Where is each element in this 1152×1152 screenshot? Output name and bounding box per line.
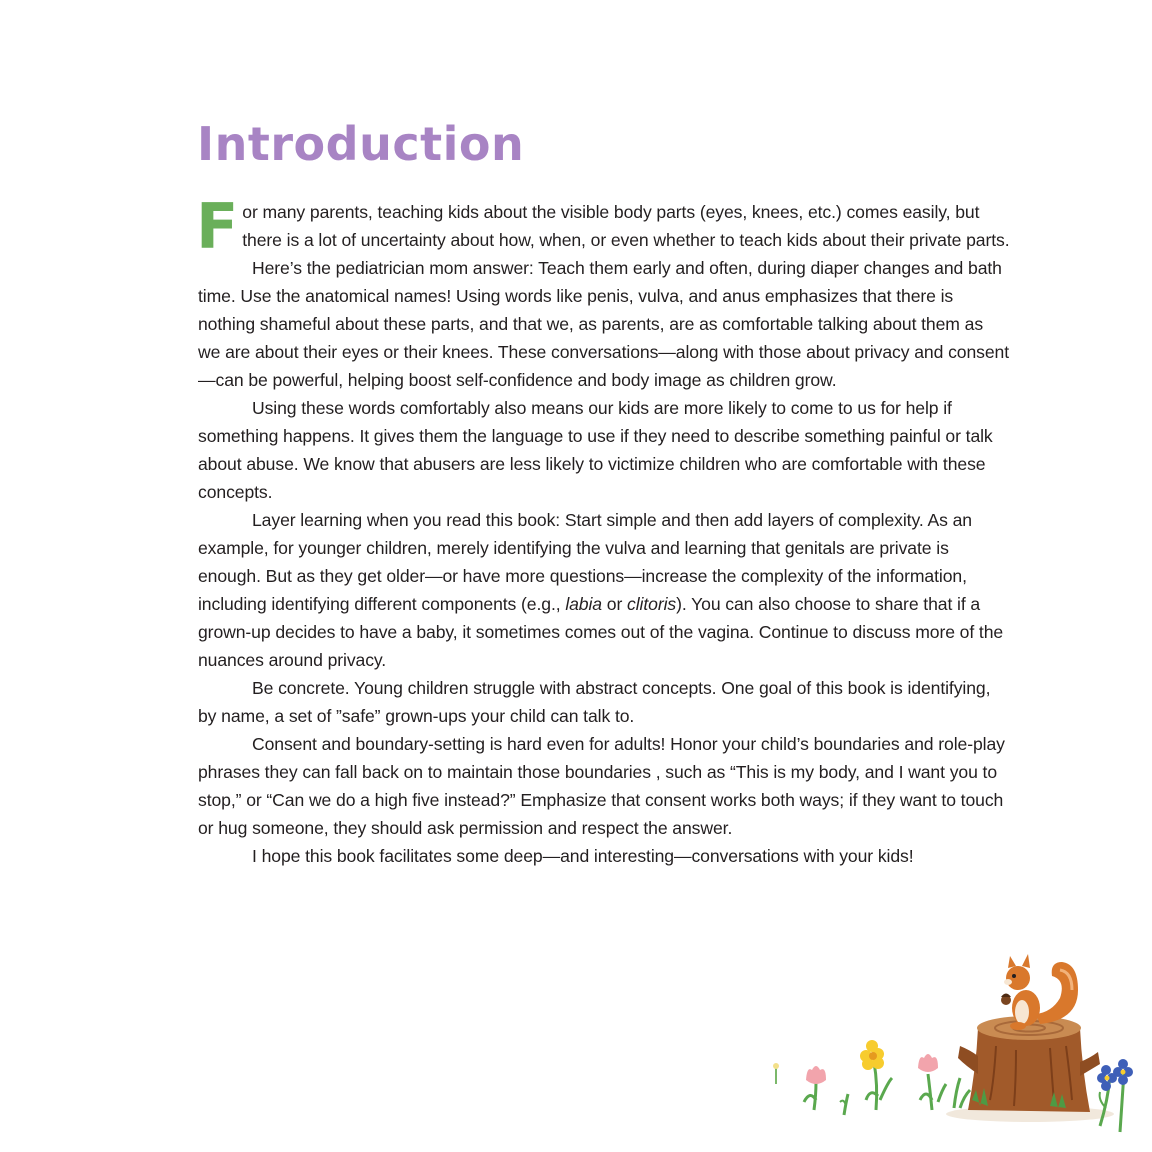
paragraph-3: Using these words comfortably also means our kids are more likely to come to us for help if something happens. It gives them the language to use if they need to describe something painful or talk about abuse. We know that abusers are less likely to victimize children who are comfortable with these concepts. <box>198 398 993 502</box>
squirrel-on-stump-with-flowers-icon <box>760 950 1152 1150</box>
paragraph-6: Consent and boundary-setting is hard even for adults! Honor your child’s boundaries and role-play phrases they can fall back on to maintain those boundaries , such as “This is my body, and I want you to stop,” or “Can we do a high five instead?” Emphasize that consent works both ways; if they want to touch or hug someone, they should ask permission and respect the answer. <box>198 734 1005 838</box>
yellow-flower-icon <box>860 1040 892 1110</box>
paragraph-4-text-c: ). You can also choose to share that if a grown-up decides to have a baby, it sometimes comes out of the vagina. Continue to discuss more of the nuances around privacy. <box>198 594 1004 670</box>
blue-flower-icon <box>1097 1059 1133 1132</box>
tree-stump-icon <box>946 1016 1114 1122</box>
paragraph-4-em-labia: labia <box>565 594 602 614</box>
paragraph-5: Be concrete. Young children struggle with abstract concepts. One goal of this book is identifying, by name, a set of ”safe” grown-ups your child can talk to. <box>198 678 991 726</box>
sprout-icon <box>840 1094 848 1115</box>
paragraph-2: Here’s the pediatrician mom answer: Teach them early and often, during diaper changes and bath time. Use the anatomical names! Using words like penis, vulva, and anus emphasizes that there is nothing shameful about these parts, and that we, as parents, are as comfortable talking about them as we are about their eyes or their knees. These conversations—along with those about privacy and consent—can be powerful, helping boost self-confidence and body image as children grow. <box>198 258 1009 390</box>
paragraph-4 <box>198 506 1010 674</box>
body-text <box>196 190 1010 870</box>
paragraph-1 <box>196 190 1010 263</box>
paragraph-4-text-a: Layer learning when you read this book: Start simple and then add layers of complexity. As an example, for younger children, merely identifying the vulva and learning that genitals are private is enough. But as they get older—or have more questions—increase the complexity of the information, including identifying different components (e.g., <box>198 510 972 614</box>
drop-cap: F <box>196 190 239 263</box>
tulip-icon <box>804 1066 826 1110</box>
paragraph-4-text-b: or <box>602 594 628 614</box>
paragraph-4-em-clitoris: clitoris <box>627 594 677 614</box>
tulip-icon <box>918 1054 946 1110</box>
paragraph-1-text: or many parents, teaching kids about the visible body parts (eyes, knees, etc.) comes easily, but there is a lot of uncertainty about how, when, or even whether to teach kids about their private parts. <box>242 202 1010 250</box>
sprout-icon <box>773 1063 779 1084</box>
paragraph-7: I hope this book facilitates some deep—and interesting—conversations with your kids! <box>252 846 914 866</box>
page-title: Introduction <box>197 117 525 171</box>
